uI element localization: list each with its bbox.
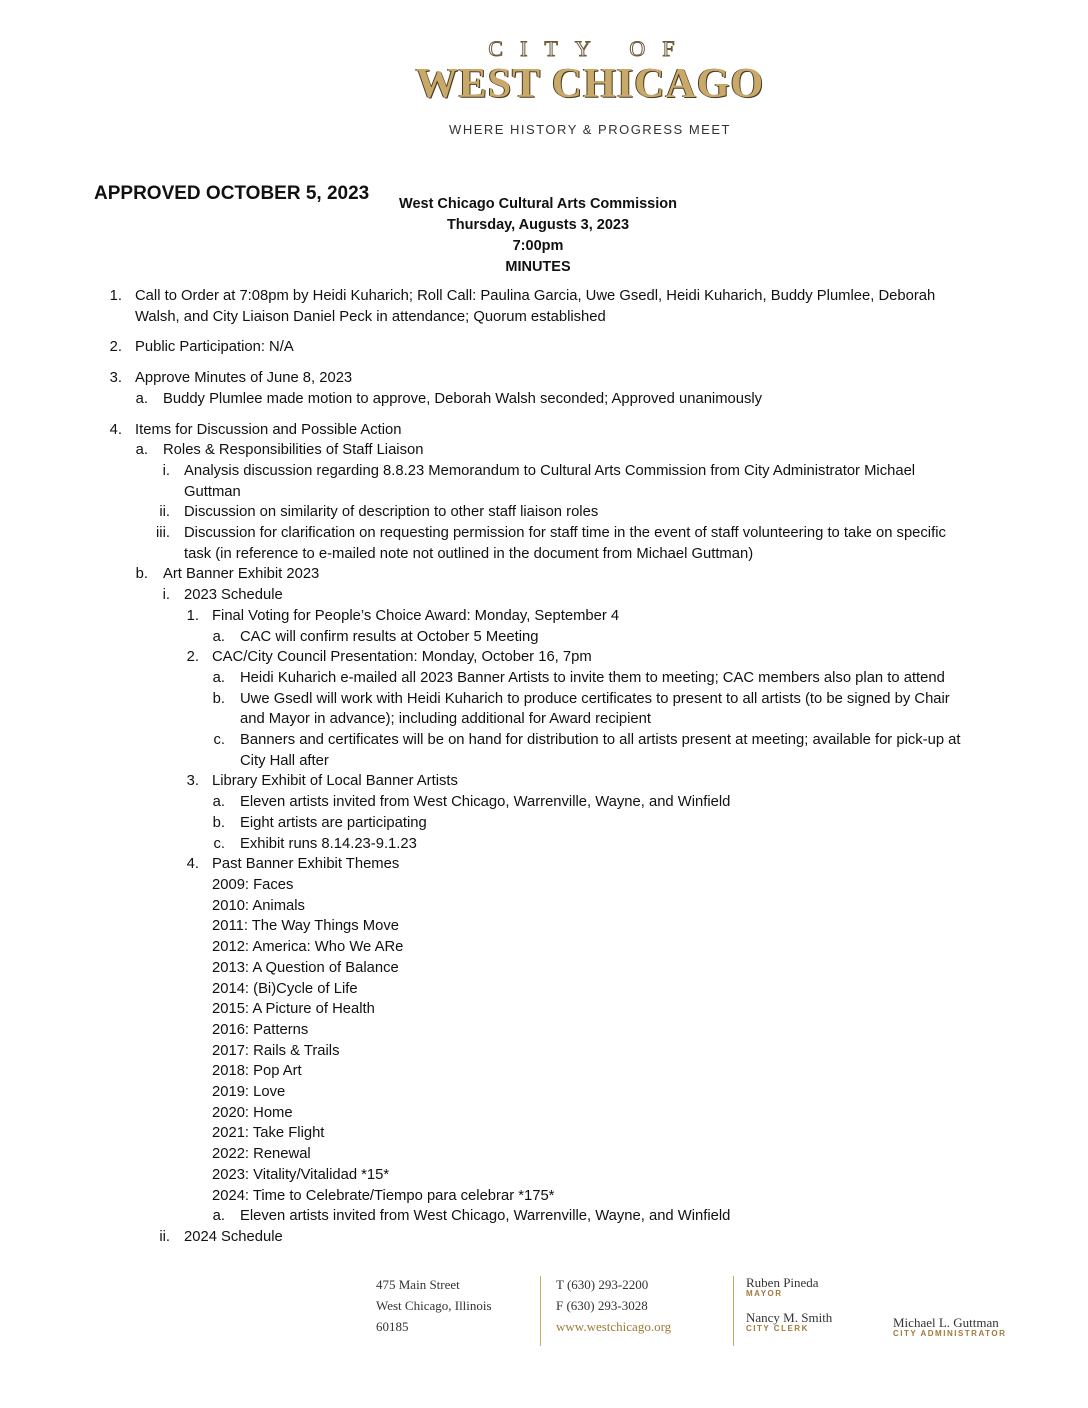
list-item-number: ii. bbox=[159, 1228, 170, 1245]
list-item bbox=[0, 606, 1088, 627]
list-item-text: 2012: America: Who We ARe bbox=[212, 939, 404, 956]
list-item bbox=[0, 1206, 1088, 1227]
list-item-number: b. bbox=[135, 566, 148, 583]
list-item-text: 2009: Faces bbox=[212, 876, 294, 893]
list-item-text: Banners and certificates will be on hand for distribution to all artists present at meeting; available for pick-up at City Hall after bbox=[240, 732, 961, 769]
list-item bbox=[0, 1041, 1088, 1062]
list-item-text: Buddy Plumlee made motion to approve, Deborah Walsh seconded; Approved unanimously bbox=[163, 390, 763, 407]
list-item bbox=[0, 389, 1088, 410]
list-item bbox=[0, 875, 1088, 896]
letterhead-city-of: CITY OF bbox=[488, 36, 692, 61]
list-item bbox=[0, 1082, 1088, 1103]
list-item bbox=[0, 286, 1088, 327]
list-item-text: 2024 Schedule bbox=[184, 1228, 283, 1245]
footer-address-line: 475 Main Street bbox=[376, 1277, 460, 1292]
list-item bbox=[0, 730, 1088, 771]
list-item-text: Discussion for clarification on requesting permission for staff time in the event of staff volunteering to take on specific task (in reference to e-mailed note not outlined in the document from Michael Guttman) bbox=[184, 525, 946, 562]
list-item bbox=[0, 834, 1088, 855]
list-item bbox=[0, 999, 1088, 1020]
list-item bbox=[0, 647, 1088, 668]
admin-title: CITY ADMINISTRATOR bbox=[893, 1329, 1007, 1338]
list-item-text: 2021: Take Flight bbox=[212, 1125, 325, 1142]
list-item bbox=[0, 1123, 1088, 1144]
list-item bbox=[0, 1103, 1088, 1124]
heading-minutes: MINUTES bbox=[505, 259, 571, 275]
list-item-text: 2016: Patterns bbox=[212, 1021, 309, 1038]
list-item-text: 2023: Vitality/Vitalidad *15* bbox=[212, 1166, 390, 1183]
list-item bbox=[0, 916, 1088, 937]
footer-address bbox=[376, 1274, 492, 1337]
list-item bbox=[0, 1061, 1088, 1082]
list-item-text: Exhibit runs 8.14.23-9.1.23 bbox=[240, 835, 417, 852]
list-item-number: iii. bbox=[156, 525, 170, 542]
list-item-number: a. bbox=[212, 628, 225, 645]
list-item bbox=[0, 523, 1088, 564]
letterhead bbox=[0, 36, 1088, 137]
letterhead-tagline: WHERE HISTORY & PROGRESS MEET bbox=[449, 122, 731, 137]
list-item-text: CAC will confirm results at October 5 Meeting bbox=[240, 628, 539, 645]
list-item-text: 2014: (Bi)Cycle of Life bbox=[212, 980, 358, 997]
list-item-text: 2013: A Question of Balance bbox=[212, 959, 399, 976]
footer-website: www.westchicago.org bbox=[556, 1319, 672, 1334]
footer-officials bbox=[746, 1274, 832, 1334]
list-item-number: 4. bbox=[109, 421, 122, 438]
mayor-title: MAYOR bbox=[746, 1289, 783, 1298]
list-item-text: Roles & Responsibilities of Staff Liaison bbox=[163, 442, 424, 459]
list-item bbox=[0, 1227, 1088, 1248]
list-item-text: Analysis discussion regarding 8.8.23 Memorandum to Cultural Arts Commission from City Administrator Michael Guttman bbox=[184, 462, 916, 500]
heading-date: Thursday, Augusts 3, 2023 bbox=[446, 217, 630, 233]
letterhead-city-name: WEST CHICAGO bbox=[415, 61, 765, 107]
list-item bbox=[0, 502, 1088, 523]
list-item-text: 2017: Rails & Trails bbox=[212, 1042, 340, 1059]
list-item bbox=[0, 792, 1088, 813]
list-item-text: Art Banner Exhibit 2023 bbox=[163, 566, 320, 583]
list-item-number: 1. bbox=[186, 607, 199, 624]
list-item-number: a. bbox=[212, 1208, 225, 1225]
list-item-number: 1. bbox=[109, 288, 122, 304]
list-item-number: 3. bbox=[109, 370, 122, 387]
list-item bbox=[0, 1165, 1088, 1186]
heading-commission: West Chicago Cultural Arts Commission bbox=[399, 196, 677, 212]
list-item bbox=[0, 440, 1088, 461]
list-item bbox=[0, 937, 1088, 958]
footer-address-line: 60185 bbox=[376, 1319, 409, 1334]
list-item bbox=[0, 627, 1088, 648]
list-item-text: Heidi Kuharich e-mailed all 2023 Banner Artists to invite them to meeting; CAC members also plan to attend bbox=[240, 669, 945, 686]
list-item bbox=[0, 585, 1088, 606]
list-item-text: Eleven artists invited from West Chicago, Warrenville, Wayne, and Winfield bbox=[240, 794, 731, 811]
list-item-text: Uwe Gsedl will work with Heidi Kuharich to produce certificates to present to all artists (to be signed by Chair and Mayor in advance); including additional for Award recipient bbox=[240, 690, 950, 728]
mayor-name: Ruben Pineda bbox=[746, 1275, 819, 1290]
list-item-text: 2011: The Way Things Move bbox=[212, 918, 399, 935]
list-item bbox=[0, 979, 1088, 1000]
list-item-text: Eight artists are participating bbox=[240, 814, 427, 831]
list-item-number: 2. bbox=[186, 649, 199, 666]
list-item-number: 4. bbox=[186, 856, 199, 873]
clerk-title: CITY CLERK bbox=[746, 1324, 809, 1333]
heading-time: 7:00pm bbox=[512, 238, 564, 254]
list-item-number: b. bbox=[212, 814, 225, 831]
footer-contact bbox=[556, 1274, 671, 1337]
list-item-text: 2024: Time to Celebrate/Tiempo para celebrar *175* bbox=[212, 1187, 555, 1204]
list-item-text: Call to Order at 7:08pm by Heidi Kuharich; Roll Call: Paulina Garcia, Uwe Gsedl, Heidi Kuharich, Buddy Plumlee, Deborah Walsh, and City Liaison Daniel Peck in attendance; Quorum established bbox=[135, 288, 936, 325]
list-item-text: 2023 Schedule bbox=[184, 587, 283, 604]
list-item-text: Library Exhibit of Local Banner Artists bbox=[212, 773, 458, 790]
list-item bbox=[0, 958, 1088, 979]
list-item-text: CAC/City Council Presentation: Monday, October 16, 7pm bbox=[212, 649, 592, 666]
list-item bbox=[0, 368, 1088, 389]
list-item-number: i. bbox=[162, 587, 170, 604]
list-item-number: 3. bbox=[186, 773, 199, 790]
list-item bbox=[0, 668, 1088, 689]
list-item-number: c. bbox=[213, 835, 225, 852]
list-item-text: Discussion on similarity of description to other staff liaison roles bbox=[184, 504, 599, 521]
footer-fax: F (630) 293-3028 bbox=[556, 1298, 648, 1313]
footer-administrator bbox=[893, 1314, 1006, 1339]
list-item-text: 2015: A Picture of Health bbox=[212, 1001, 375, 1018]
footer-divider bbox=[733, 1276, 734, 1346]
list-item bbox=[0, 771, 1088, 792]
footer-address-line: West Chicago, Illinois bbox=[376, 1298, 492, 1313]
list-item bbox=[0, 689, 1088, 730]
list-item bbox=[0, 461, 1088, 502]
admin-name: Michael L. Guttman bbox=[893, 1315, 999, 1330]
list-item-text: Items for Discussion and Possible Action bbox=[135, 421, 402, 438]
list-item-text: 2019: Love bbox=[212, 1084, 286, 1101]
list-item bbox=[0, 813, 1088, 834]
list-item bbox=[0, 564, 1088, 585]
list-item-text: Past Banner Exhibit Themes bbox=[212, 856, 400, 873]
list-item bbox=[0, 337, 1088, 358]
clerk-name: Nancy M. Smith bbox=[746, 1310, 833, 1325]
list-item-number: b. bbox=[212, 690, 225, 707]
list-item bbox=[0, 1020, 1088, 1041]
list-item-text: 2020: Home bbox=[212, 1104, 293, 1121]
list-item-text: Final Voting for People’s Choice Award: Monday, September 4 bbox=[212, 607, 620, 624]
list-item bbox=[0, 896, 1088, 917]
list-item-text: 2022: Renewal bbox=[212, 1146, 311, 1163]
list-item bbox=[0, 854, 1088, 875]
footer-phone: T (630) 293-2200 bbox=[556, 1277, 649, 1292]
list-item-text: Approve Minutes of June 8, 2023 bbox=[135, 370, 353, 387]
list-item-text: 2010: Animals bbox=[212, 897, 305, 914]
list-item bbox=[0, 1186, 1088, 1207]
minutes-list bbox=[0, 286, 1088, 1248]
list-item-number: a. bbox=[135, 390, 148, 407]
footer-divider bbox=[540, 1276, 541, 1346]
document-heading bbox=[0, 194, 1076, 278]
list-item-number: a. bbox=[212, 669, 225, 686]
list-item-number: ii. bbox=[159, 504, 170, 521]
list-item-number: c. bbox=[213, 732, 225, 749]
list-item-number: 2. bbox=[109, 339, 122, 356]
list-item bbox=[0, 420, 1088, 441]
list-item-text: 2018: Pop Art bbox=[212, 1063, 302, 1080]
list-item-number: a. bbox=[212, 794, 225, 811]
list-item-text: Eleven artists invited from West Chicago, Warrenville, Wayne, and Winfield bbox=[240, 1208, 731, 1225]
list-item-text: Public Participation: N/A bbox=[135, 339, 294, 356]
approved-stamp: APPROVED OCTOBER 5, 2023 bbox=[94, 183, 370, 204]
list-item-number: i. bbox=[162, 462, 170, 479]
list-item-number: a. bbox=[135, 442, 148, 459]
list-item bbox=[0, 1144, 1088, 1165]
